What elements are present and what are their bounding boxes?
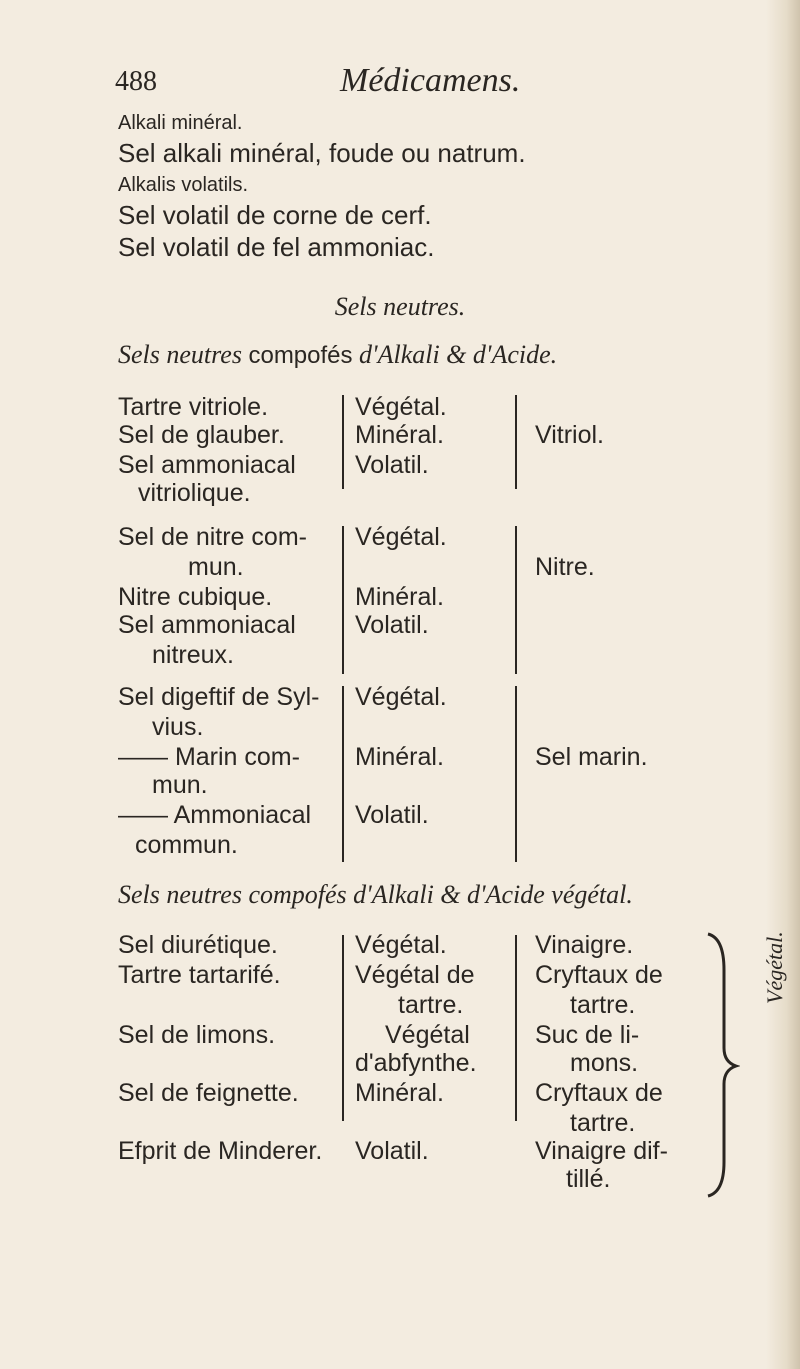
table2-row-base: Minéral. <box>355 1079 444 1107</box>
table1-row-name-cont: mun. <box>188 553 244 581</box>
table2-row-acid-cont: mons. <box>570 1049 639 1077</box>
table1-row-base: Minéral. <box>355 743 444 771</box>
table1-row-name: Sel ammoniacal <box>118 451 296 479</box>
table2-row-acid: Vinaigre. <box>535 931 634 959</box>
table2-row-base-cont: tartre. <box>398 991 464 1019</box>
running-title: Médicamens. <box>340 62 521 99</box>
table1-rule <box>515 395 517 489</box>
table2-row-acid-cont: tartre. <box>570 991 636 1019</box>
table1-acid: Sel marin. <box>535 743 648 771</box>
table1-rule <box>515 686 517 862</box>
table2-row-base: Végétal de <box>355 961 475 989</box>
table2-heading: Sels neutres compofés d'Alkali & d'Acide végétal. <box>118 880 633 909</box>
table1-rule <box>342 686 344 862</box>
alkali-mineral-heading: Alkali minéral. <box>118 112 243 134</box>
table2-row-acid-cont: tillé. <box>566 1165 611 1193</box>
table1-heading <box>118 340 557 370</box>
volatil-line-2: Sel volatil de fel ammoniac. <box>118 232 435 262</box>
table2-row-acid: Cryftaux de <box>535 961 663 989</box>
alkalis-volatils-heading: Alkalis volatils. <box>118 174 249 196</box>
table2-row-base: Végétal <box>385 1021 470 1049</box>
alkali-mineral-line: Sel alkali minéral, foude ou natrum. <box>118 138 526 168</box>
table1-acid: Vitriol. <box>535 421 605 449</box>
table1-row-name: —— Marin com- <box>118 743 300 771</box>
table1-heading-suffix: d'Alkali & d'Acide. <box>359 340 558 369</box>
table2-row-name: Efprit de Minderer. <box>118 1137 323 1165</box>
table1-row-name: Sel digeftif de Syl- <box>118 683 320 711</box>
table1-row-name: Tartre vitriole. <box>118 393 269 421</box>
table1-row-name: Nitre cubique. <box>118 583 273 611</box>
table1-row-base: Volatil. <box>355 801 429 829</box>
table1-rule <box>515 526 517 674</box>
table2-rule <box>515 935 517 1121</box>
table1-row-name-cont: commun. <box>135 831 238 859</box>
table1-row-base: Végétal. <box>355 683 447 711</box>
table2-row-name: Tartre tartarifé. <box>118 961 281 989</box>
table1-heading-middle: compofés <box>248 342 353 369</box>
page-number: 488 <box>115 66 157 97</box>
table2-row-base: Volatil. <box>355 1137 429 1165</box>
table1-row-base: Végétal. <box>355 393 447 421</box>
table2-row-name: Sel de limons. <box>118 1021 276 1049</box>
table1-row-name-cont: mun. <box>152 771 208 799</box>
table1-heading-prefix: Sels neutres <box>118 340 242 369</box>
table1-row-base: Volatil. <box>355 451 429 479</box>
table2-row-base-cont: d'abfynthe. <box>355 1049 477 1077</box>
right-brace-icon <box>700 930 740 1200</box>
table1-row-name: —— Ammoniacal <box>118 801 312 829</box>
table1-row-name-cont: vitriolique. <box>138 479 251 507</box>
table1-acid: Nitre. <box>535 553 595 581</box>
table2-row-acid: Cryftaux de <box>535 1079 663 1107</box>
table2-row-base: Végétal. <box>355 931 447 959</box>
table1-rule <box>342 526 344 674</box>
table1-row-name: Sel de glauber. <box>118 421 285 449</box>
table2-row-name: Sel de feignette. <box>118 1079 299 1107</box>
table1-row-name-cont: nitreux. <box>152 641 234 669</box>
table1-row-name: Sel de nitre com- <box>118 523 307 551</box>
table1-row-base: Volatil. <box>355 611 429 639</box>
table1-row-base: Végétal. <box>355 523 447 551</box>
section-title: Sels neutres. <box>334 292 466 321</box>
table2-rule <box>342 935 344 1121</box>
table2-row-acid: Suc de li- <box>535 1021 640 1049</box>
brace-label: Végétal. <box>762 931 787 1004</box>
table1-rule <box>342 395 344 489</box>
page-edge <box>766 0 800 1369</box>
table2-row-acid: Vinaigre dif- <box>535 1137 668 1165</box>
table1-row-base: Minéral. <box>355 421 444 449</box>
table1-row-name: Sel ammoniacal <box>118 611 296 639</box>
volatil-line-1: Sel volatil de corne de cerf. <box>118 200 432 230</box>
table2-row-acid-cont: tartre. <box>570 1109 636 1137</box>
table1-row-name-cont: vius. <box>152 713 204 741</box>
table2-row-name: Sel diurétique. <box>118 931 278 959</box>
table1-row-base: Minéral. <box>355 583 444 611</box>
